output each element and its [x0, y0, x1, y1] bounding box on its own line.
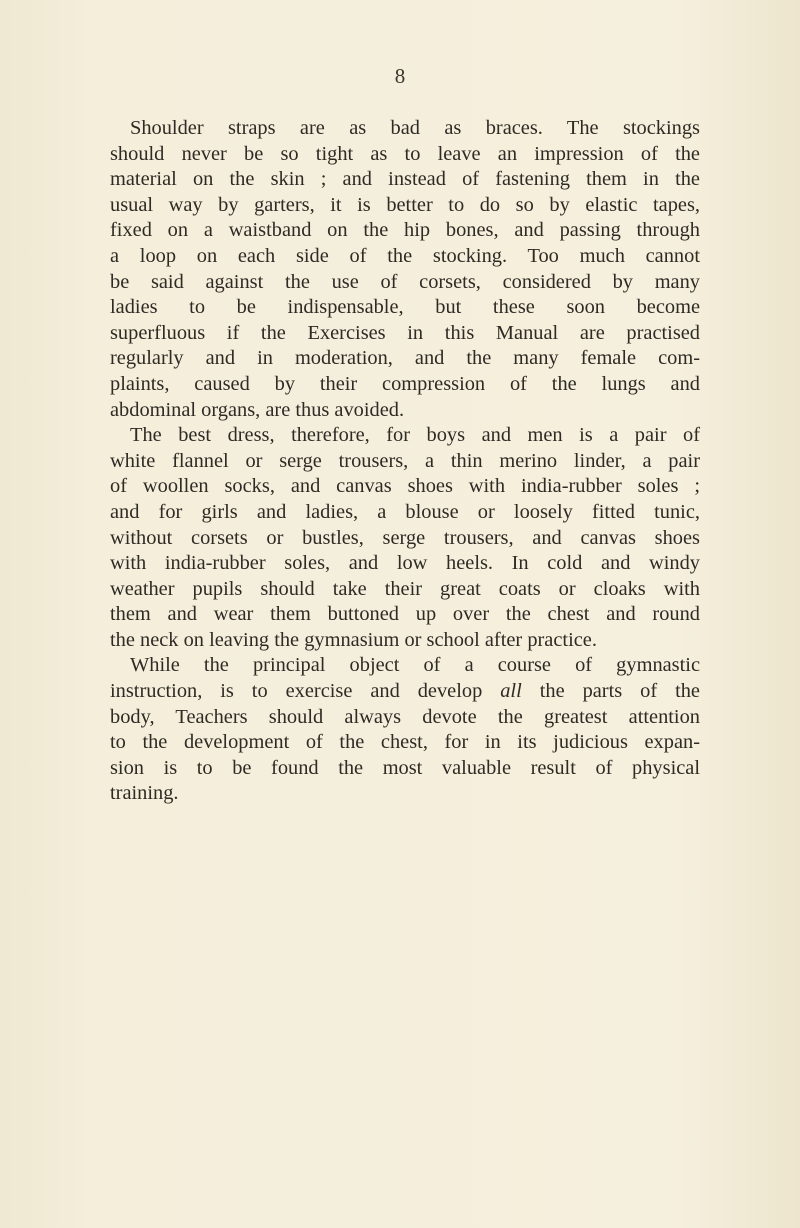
text-line: and for girls and ladies, a blouse or loosely fitted tunic,	[110, 500, 700, 523]
text-line: them and wear them buttoned up over the chest and round	[110, 603, 700, 626]
page-number: 8	[394, 64, 406, 88]
text-line: to the development of the chest, for in its judicious expan-	[110, 731, 700, 754]
text-segment: instruction, is to exercise and develop	[110, 680, 483, 703]
paragraph-3	[110, 653, 700, 807]
text-line: superfluous if the Exercises in this Manual are practised	[110, 321, 700, 344]
text-line: with india-rubber soles, and low heels. In cold and windy	[110, 552, 700, 575]
text-line: the neck on leaving the gymnasium or school after practice.	[110, 628, 597, 651]
paragraph-1	[110, 116, 700, 423]
text-line: usual way by garters, it is better to do so by elastic tapes,	[110, 193, 700, 216]
text-line: weather pupils should take their great coats or cloaks with	[110, 577, 700, 600]
text-line: The best dress, therefore, for boys and men is a pair of	[130, 424, 700, 447]
text-line: abdominal organs, are thus avoided.	[110, 398, 405, 421]
text-line: a loop on each side of the stocking. Too much cannot	[110, 244, 700, 267]
body-text	[110, 116, 700, 807]
text-line: without corsets or bustles, serge trousers, and canvas shoes	[110, 526, 700, 549]
paragraph-2	[110, 423, 700, 653]
text-line: training.	[110, 782, 179, 805]
text-line: should never be so tight as to leave an impression of the	[110, 142, 700, 165]
text-line: While the principal object of a course of gymnastic	[130, 654, 700, 677]
text-line: sion is to be found the most valuable result of physical	[110, 756, 700, 779]
text-line: be said against the use of corsets, considered by many	[110, 270, 700, 293]
text-line	[110, 679, 700, 705]
text-line: white flannel or serge trousers, a thin merino linder, a pair	[110, 449, 700, 472]
text-line: regularly and in moderation, and the many female com-	[110, 347, 700, 370]
text-segment: the parts of the	[521, 680, 700, 703]
text-line: body, Teachers should always devote the greatest attention	[110, 705, 700, 728]
text-line: fixed on a waistband on the hip bones, and passing through	[110, 219, 700, 242]
text-line: plaints, caused by their compression of the lungs and	[110, 372, 700, 395]
text-line: Shoulder straps are as bad as braces. The stockings	[130, 117, 700, 139]
text-line: ladies to be indispensable, but these soon become	[110, 296, 700, 319]
text-line: of woollen socks, and canvas shoes with india-rubber soles ;	[110, 475, 700, 498]
emphasis-word: all	[500, 680, 522, 703]
text-line: material on the skin ; and instead of fastening them in the	[110, 168, 700, 191]
